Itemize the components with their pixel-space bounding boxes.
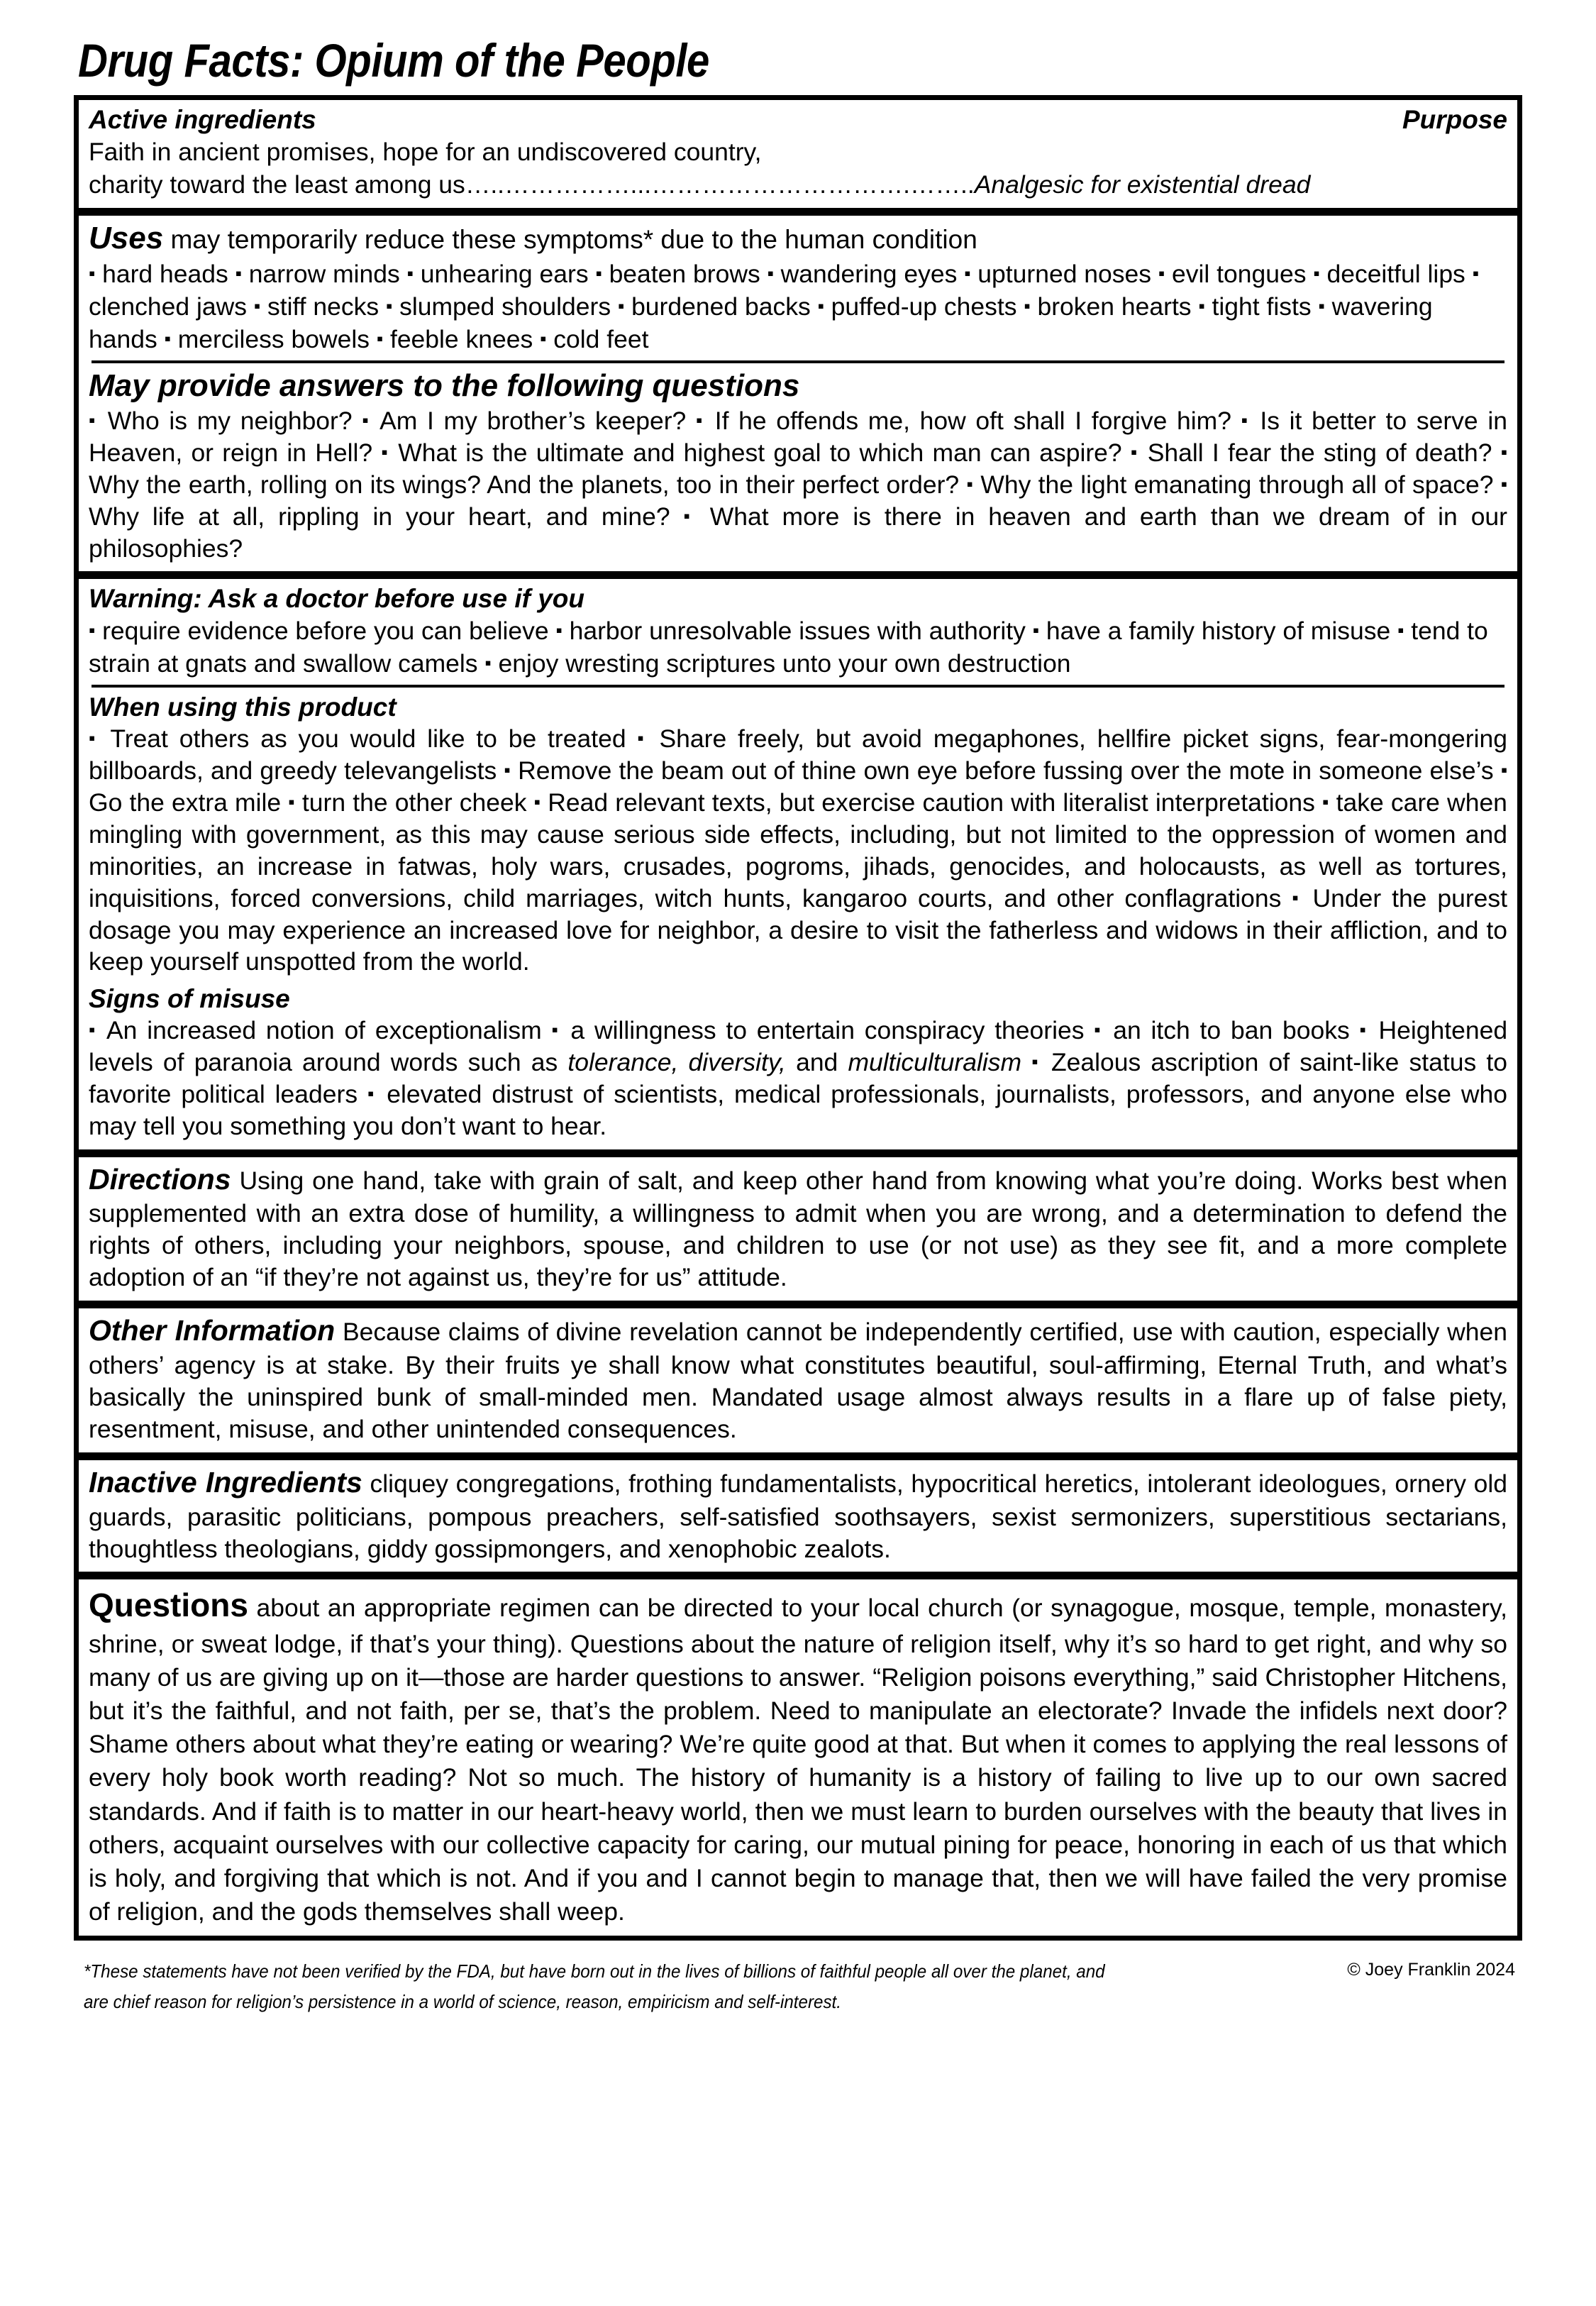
warning-item-5: enjoy wresting scriptures unto your own destruction	[498, 649, 1071, 678]
active-ingredients-header-row	[89, 104, 1507, 136]
purpose-value: Analgesic for existential dread	[974, 170, 1311, 199]
other-information-paragraph	[89, 1313, 1507, 1445]
purpose-heading: Purpose	[1402, 105, 1507, 134]
uses-item-18: feeble knees	[389, 325, 533, 354]
leader-dots: …..……………...………………………….……..	[465, 170, 975, 199]
other-information-heading: Other Information	[89, 1314, 336, 1347]
answer-item-9: Why life at all, rippling in your heart, and mine?	[89, 502, 670, 531]
misuse-item-4-pre: Heightened levels of paranoia around words such as	[89, 1015, 1508, 1076]
answer-item-3: If he offends me, how oft shall I forgive him?	[714, 406, 1231, 435]
bullet-icon: ▪	[1130, 441, 1139, 463]
uses-item-4: beaten brows	[609, 259, 760, 288]
uses-item-9: clenched jaws	[89, 292, 247, 321]
directions-paragraph	[89, 1162, 1507, 1294]
other-information-body: Because claims of divine revelation cannot be independently certified, use with caution, especially when others’ agency is at stake. By their fruits ye shall know what constitutes beautiful, soul-affirming, Eternal Truth, and what’s basically the uninspired bunk of small-minded men. Mandated usage almost always results in a flare up of false piety, resentment, misuse, and other unintended consequences.	[89, 1318, 1508, 1443]
bullet-icon: ▪	[767, 262, 774, 284]
when-using-item-1: Treat others as you would like to be treated	[110, 724, 626, 754]
uses-item-10: stiff necks	[267, 292, 379, 321]
inactive-ingredients-paragraph	[89, 1464, 1507, 1565]
page-title: Drug Facts: Opium of the People	[78, 34, 709, 87]
warning-heading: Warning: Ask a doctor before use if you	[89, 584, 584, 614]
bullet-icon: ▪	[1158, 262, 1165, 284]
uses-item-13: puffed-up chests	[831, 292, 1017, 321]
when-using-heading: When using this product	[89, 693, 397, 722]
inactive-ingredients-box	[79, 1452, 1517, 1572]
active-ingredients-line-1: Faith in ancient promises, hope for an undiscovered country,	[89, 137, 762, 166]
bullet-icon: ▪	[1321, 790, 1329, 812]
bullet-icon: ▪	[551, 1018, 561, 1040]
uses-item-11: slumped shoulders	[399, 292, 611, 321]
inactive-ingredients-heading: Inactive Ingredients	[89, 1465, 362, 1499]
bullet-icon: ▪	[1500, 473, 1507, 495]
warning-item-1: require evidence before you can believe	[102, 617, 549, 646]
uses-item-1: hard heads	[102, 259, 228, 288]
bullet-icon: ▪	[362, 409, 372, 431]
signs-of-misuse-heading: Signs of misuse	[89, 984, 290, 1014]
answer-item-6: Shall I fear the sting of death?	[1147, 438, 1492, 467]
bullet-icon: ▪	[1500, 441, 1507, 463]
misuse-item-1: An increased notion of exceptionalism	[106, 1015, 542, 1044]
questions-heading: Questions	[89, 1587, 248, 1624]
active-ingredients-box	[79, 100, 1517, 208]
bullet-icon: ▪	[376, 327, 384, 349]
answers-question-list	[89, 405, 1507, 565]
uses-item-12: burdened backs	[631, 292, 811, 321]
bullet-icon: ▪	[1313, 262, 1320, 284]
section-divider	[92, 685, 1504, 688]
answer-item-2: Am I my brother’s keeper?	[379, 406, 687, 435]
misuse-item-5: Zealous ascription of saint-like status to favorite political leaders	[89, 1047, 1507, 1108]
when-using-item-5: turn the other cheek	[301, 788, 527, 817]
when-using-item-7: take care when mingling with government, as this may cause serious side effects, including, but not limited to the oppression of women and minorities, an increase in fatwas, holy wars, crusades, pogroms, jihads, genocides, and holocausts, as well as tortures, inquisitions, forced conversions, child marriages, witch hunts, kangaroo courts, and other conflagrations	[89, 788, 1507, 912]
bullet-icon: ▪	[637, 727, 648, 749]
may-provide-answers-heading: May provide answers to the following questions	[89, 368, 800, 404]
bullet-icon: ▪	[504, 758, 511, 780]
answer-item-10: What more is there in heaven and earth than we dream of in our philosophies?	[89, 502, 1507, 563]
questions-body: about an appropriate regimen can be directed to your local church (or synagogue, mosque, temple, monastery, shrine, or sweat lodge, if that’s your thing). Questions about the nature of religion itself, why it’s so hard to get right, and why so many of us are giving up on it—those are harder questions to answer. “Religion poisons everything,” said Christopher Hitchens, but it’s the faithful, and not faith, per se, that’s the problem. Need to manipulate an electorate? Invade the infidels next door? Shame others about what they’re eating or wearing? We’re quite good at that. But when it comes to applying the real lessons of every holy book worth reading? Not so much. The history of humanity is a history of failing to live up to our own sacred standards. And if faith is to matter in our heart-heavy world, then we must learn to burden ourselves with the beauty that lives in others, acquaint ourselves with our collective capacity for caring, our mutual pining for peace, honoring in each of us that which is holy, and forgiving that which is not. And if you and I cannot begin to manage that, then we will have failed the very promise of religion, and the gods themselves shall weep.	[89, 1594, 1507, 1926]
misuse-item-6: elevated distrust of scientists, medical professionals, journalists, professors, and anyone else who may tell you something you don’t want to hear.	[89, 1079, 1507, 1140]
uses-heading: Uses	[89, 220, 164, 255]
section-divider	[92, 360, 1504, 363]
uses-heading-rest: may temporarily reduce these symptoms* due to the human condition	[163, 224, 977, 254]
bullet-icon: ▪	[1032, 619, 1040, 641]
bullet-icon: ▪	[1318, 294, 1325, 316]
bullet-icon: ▪	[1241, 409, 1251, 431]
misuse-emphasis-1: tolerance, diversity,	[567, 1047, 786, 1076]
directions-box	[79, 1149, 1517, 1301]
bullet-icon: ▪	[1500, 758, 1508, 780]
bullet-icon: ▪	[89, 619, 96, 641]
bullet-icon: ▪	[817, 294, 824, 316]
bullet-icon: ▪	[1024, 294, 1031, 316]
uses-item-3: unhearing ears	[420, 259, 589, 288]
bullet-icon: ▪	[253, 294, 261, 316]
uses-item-14: broken hearts	[1037, 292, 1192, 321]
uses-item-19: cold feet	[553, 325, 649, 354]
inactive-ingredients-body: cliquey congregations, frothing fundamentalists, hypocritical heretics, intolerant ideologues, ornery old guards, parasitic politicians, pompous preachers, self-satisfied soothsayers, sexist sermonizers, superstitious sectarians, thoughtless theologians, giddy gossipmongers, and xenophobic zealots.	[89, 1469, 1507, 1563]
bullet-icon: ▪	[1359, 1018, 1369, 1040]
answer-item-5: What is the ultimate and highest goal to which man can aspire?	[398, 438, 1122, 467]
misuse-emphasis-2: multiculturalism	[848, 1047, 1022, 1076]
footnote-text: *These statements have not been verified by the FDA, but have born out in the lives of billions of faithful people all over the planet, and are chief reason for religion’s persistence in a world of science, reason, empiricism and self-interest.	[84, 1960, 1105, 2012]
answer-item-7: Why the earth, rolling on its wings? And the planets, too in their perfect order?	[89, 470, 960, 499]
bullet-icon: ▪	[1292, 886, 1302, 908]
warning-item-list	[89, 614, 1507, 680]
questions-box	[79, 1572, 1517, 1936]
bullet-icon: ▪	[484, 652, 492, 674]
warning-item-4: tend to strain at gnats and swallow camels	[89, 617, 1488, 678]
bullet-icon: ▪	[367, 1082, 377, 1104]
bullet-icon: ▪	[288, 790, 295, 812]
uses-item-17: merciless bowels	[177, 325, 370, 354]
answer-item-8: Why the light emanating through all of space?	[980, 470, 1494, 499]
bullet-icon: ▪	[1094, 1018, 1104, 1040]
bullet-icon: ▪	[1397, 619, 1404, 641]
uses-item-8: deceitful lips	[1326, 259, 1465, 288]
when-using-item-list	[89, 723, 1507, 978]
signs-of-misuse-list	[89, 1015, 1507, 1142]
active-ingredients-line-2	[89, 168, 1507, 201]
bullet-icon: ▪	[164, 327, 171, 349]
warning-box	[79, 571, 1517, 1149]
active-ingredients-heading: Active ingredients	[89, 105, 316, 134]
answer-item-4: Is it better to serve in Heaven, or reign in Hell?	[89, 406, 1507, 467]
uses-item-2: narrow minds	[248, 259, 400, 288]
drug-facts-label-frame	[74, 95, 1522, 1941]
when-using-item-6: Read relevant texts, but exercise caution with literalist interpretations	[548, 788, 1315, 817]
misuse-item-3: an itch to ban books	[1113, 1015, 1350, 1044]
warning-item-3: have a family history of misuse	[1046, 617, 1391, 646]
misuse-item-4-mid: and	[785, 1047, 848, 1076]
when-using-item-4: Go the extra mile	[89, 788, 282, 817]
warning-item-2: harbor unresolvable issues with authority	[569, 617, 1026, 646]
uses-box	[79, 208, 1517, 572]
page-footer	[74, 1956, 1522, 2016]
uses-item-5: wandering eyes	[780, 259, 958, 288]
bullet-icon: ▪	[386, 294, 393, 316]
uses-heading-line	[89, 220, 1507, 258]
bullet-icon: ▪	[533, 790, 541, 812]
other-information-box	[79, 1301, 1517, 1452]
bullet-icon: ▪	[1472, 262, 1479, 284]
uses-item-7: evil tongues	[1172, 259, 1307, 288]
bullet-icon: ▪	[595, 262, 602, 284]
bullet-icon: ▪	[89, 262, 96, 284]
bullet-icon: ▪	[966, 473, 974, 495]
bullet-icon: ▪	[381, 441, 389, 463]
active-ingredients-text: charity toward the least among us	[89, 170, 465, 199]
bullet-icon: ▪	[540, 327, 547, 349]
uses-item-6: upturned noses	[977, 259, 1152, 288]
when-using-item-2: Share freely, but avoid megaphones, hellfire picket signs, fear-mongering billboards, and greedy televangelists	[89, 724, 1507, 785]
uses-item-16: wavering hands	[89, 292, 1433, 354]
questions-paragraph	[89, 1584, 1507, 1929]
directions-body: Using one hand, take with grain of salt, and keep other hand from knowing what you’re doing. Works best when supplemented with an extra dose of humility, a willingness to admit when you are wrong, and a determination to defend the rights of others, including your neighbors, spouse, and children to use (or not use) as they see fit, and a more complete adoption of an “if they’re not against us, they’re for us” attitude.	[89, 1166, 1507, 1292]
bullet-icon: ▪	[1031, 1050, 1041, 1072]
bullet-icon: ▪	[235, 262, 242, 284]
bullet-icon: ▪	[406, 262, 414, 284]
uses-symptom-list	[89, 258, 1507, 355]
bullet-icon: ▪	[683, 504, 697, 526]
directions-heading: Directions	[89, 1162, 231, 1196]
answer-item-1: Who is my neighbor?	[107, 406, 353, 435]
bullet-icon: ▪	[89, 1018, 99, 1040]
misuse-item-2: a willingness to entertain conspiracy theories	[570, 1015, 1085, 1044]
uses-item-15: tight fists	[1212, 292, 1312, 321]
bullet-icon: ▪	[89, 409, 99, 431]
copyright-notice: © Joey Franklin 2024	[1347, 1960, 1515, 1980]
when-using-item-8: Under the purest dosage you may experience an increased love for neighbor, a desire to visit the fatherless and widows in their affliction, and to keep yourself unspotted from the world.	[89, 883, 1507, 976]
bullet-icon: ▪	[89, 727, 100, 749]
bullet-icon: ▪	[695, 409, 706, 431]
bullet-icon: ▪	[617, 294, 625, 316]
when-using-item-3: Remove the beam out of thine own eye before fussing over the mote in someone else’s	[518, 756, 1494, 785]
bullet-icon: ▪	[964, 262, 971, 284]
bullet-icon: ▪	[1198, 294, 1205, 316]
bullet-icon: ▪	[555, 619, 563, 641]
